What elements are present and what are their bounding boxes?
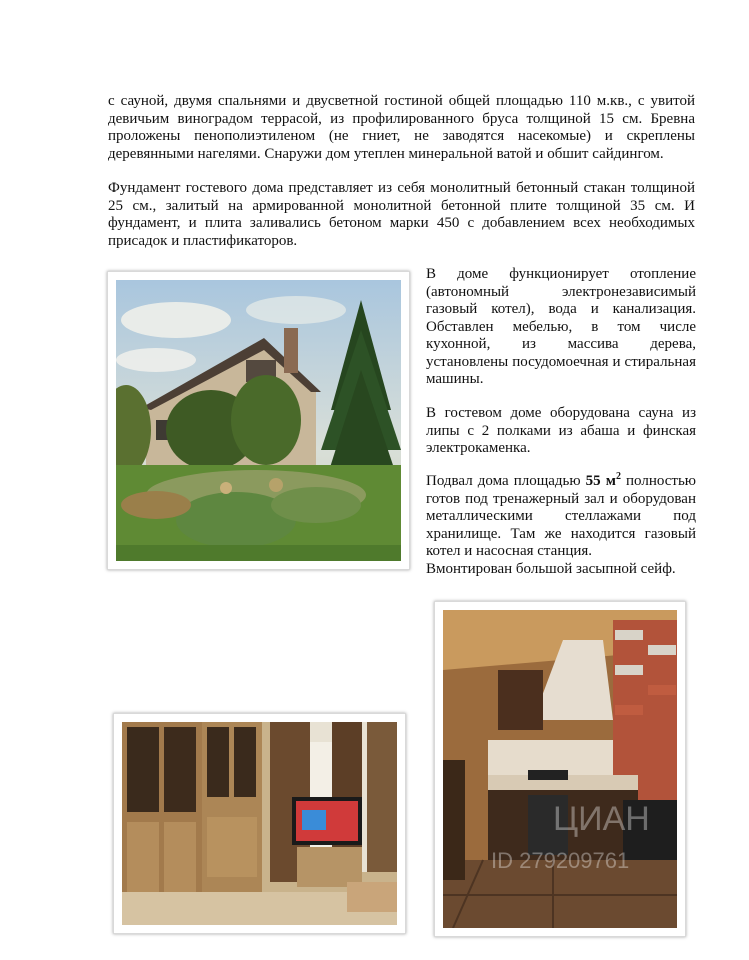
kitchen-photo <box>434 601 686 937</box>
house-exterior-photo <box>107 271 410 570</box>
watermark-id: ID 279209761 <box>491 848 630 873</box>
kitchen-image <box>443 610 677 928</box>
basement-text-after: полностью готов под тренажерный зал и оборудован металлическими стеллажами под хранилище. Там же находится газовый котел и насосная станция. <box>426 473 696 559</box>
basement-text-before: Подвал дома площадью <box>426 473 586 489</box>
paragraph-house-description: с сауной, двумя спальнями и двусветной гостиной общей площадью 110 м.кв., с увитой девичьим виноградом террасой, из профилированного бруса толщиной 15 см. Бревна проложены пенополиэтиленом (не гниет, не заводятся насекомые) и скреплены деревянными нагелями. Снаружи дом утеплен минеральной ватой и обшит сайдингом. <box>108 93 695 162</box>
living-room-photo <box>113 713 406 934</box>
living-room-image <box>122 722 397 925</box>
paragraph-basement <box>426 473 696 561</box>
paragraph-utilities: В доме функционирует отопление (автономный электронезависимый газовый котел), вода и канализация. Обставлен мебелью, в том числе кухонной, из массива дерева, установлены посудомоечная и стиральная машины. <box>426 266 696 387</box>
watermark-brand: ЦИАН <box>553 800 650 838</box>
house-exterior-image <box>116 280 401 561</box>
paragraph-safe: Вмонтирован большой засыпной сейф. <box>426 561 676 577</box>
paragraph-foundation: Фундамент гостевого дома представляет из себя монолитный бетонный стакан толщиной 25 см., залитый на армированной монолитной бетонной плите толщиной 35 см. И фундамент, и плита заливались бетоном марки 450 с добавлением всех необходимых присадок и пластификаторов. <box>108 180 695 249</box>
paragraph-sauna: В гостевом доме оборудована сауна из липы с 2 полками из абаша и финская электрокаменка. <box>426 405 696 456</box>
basement-area: 55 $м^2$ <box>585 471 621 489</box>
